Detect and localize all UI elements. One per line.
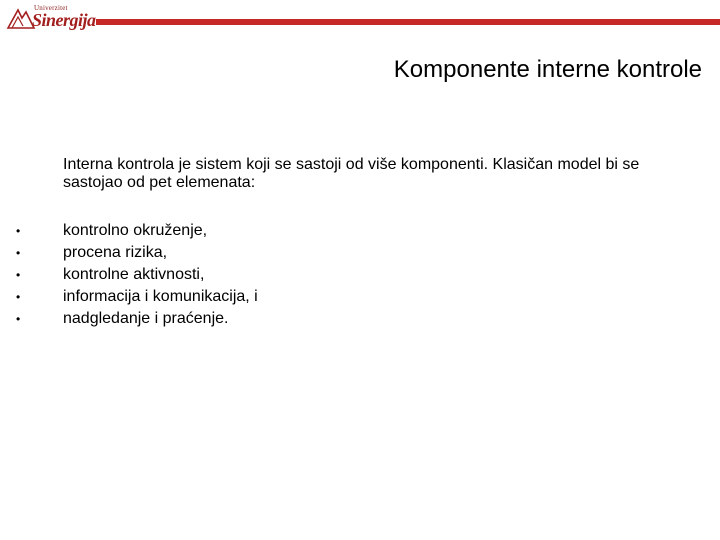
bullet-text: informacija i komunikacija, i [63, 288, 258, 305]
bullet-text: nadgledanje i praćenje. [63, 310, 229, 327]
bullet-icon: • [16, 268, 21, 282]
bullet-icon: • [16, 290, 21, 304]
slide-header [0, 0, 720, 40]
bullet-icon: • [16, 224, 21, 238]
bullet-text: kontrolno okruženje, [63, 222, 208, 239]
intro-paragraph: Interna kontrola je sistem koji se sastoji od više komponenti. Klasičan model bi se sastojao od pet elemenata: [63, 156, 640, 191]
logo-small-text: Univerzitet [34, 4, 68, 12]
university-logo [6, 4, 94, 34]
bullet-icon: • [16, 312, 21, 326]
logo-main-text: Sinergija [32, 10, 96, 30]
header-red-rule [96, 19, 720, 25]
bullet-icon: • [16, 246, 21, 260]
slide-title: Komponente interne kontrole [393, 56, 702, 83]
bullet-text: kontrolne aktivnosti, [63, 266, 205, 283]
bullet-text: procena rizika, [63, 244, 168, 261]
